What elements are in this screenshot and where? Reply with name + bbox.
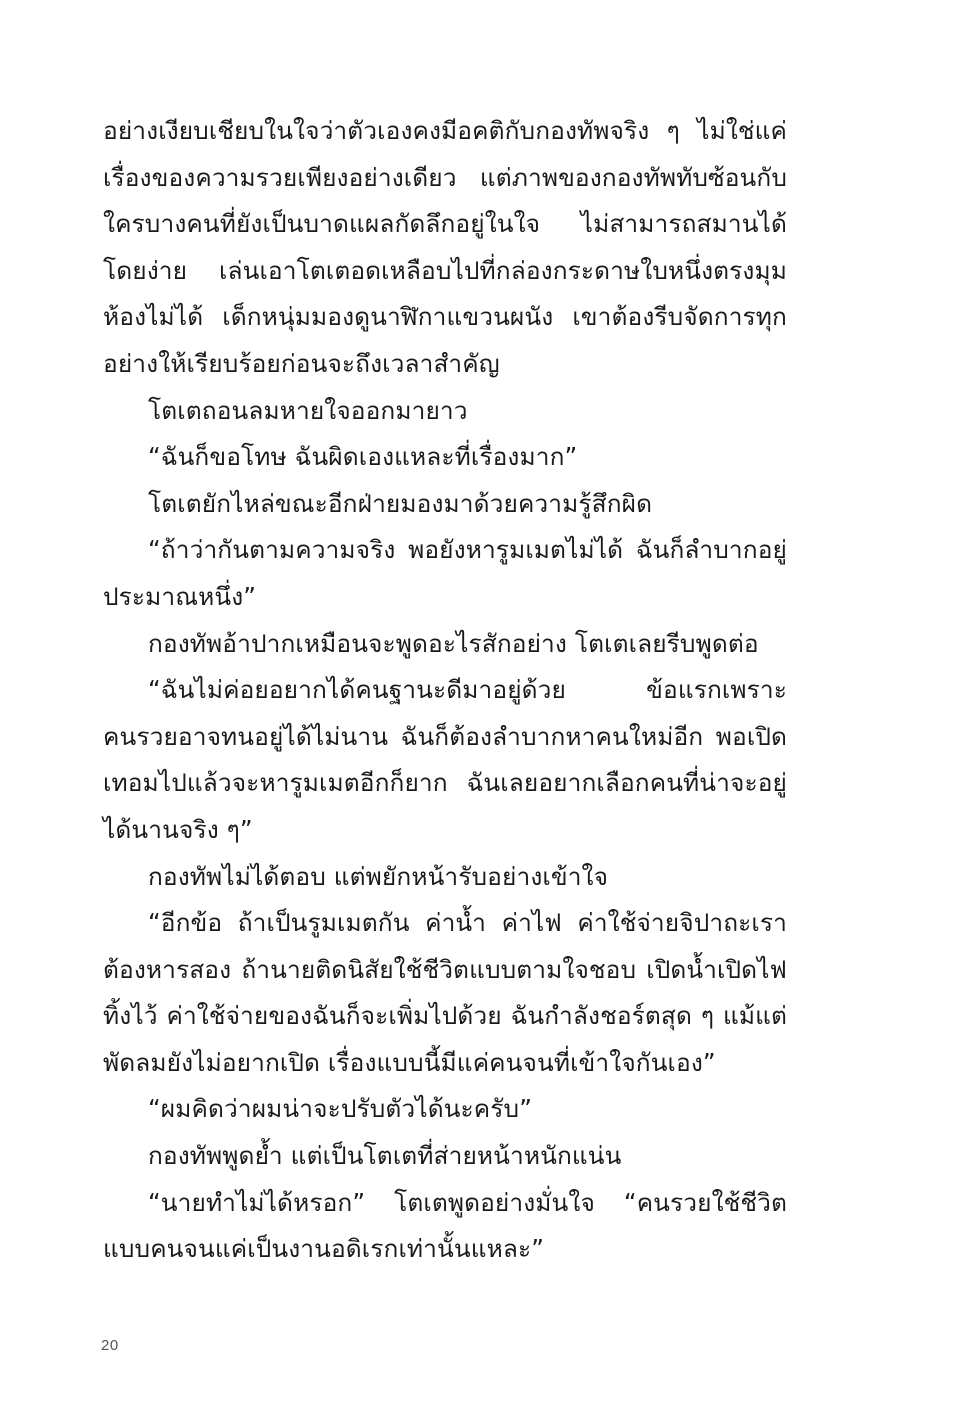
body-text	[103, 108, 787, 1273]
paragraph: “ผมคิดว่าผมน่าจะปรับตัวได้นะครับ”	[148, 1094, 533, 1124]
paragraph: “ฉันก็ขอโทษ ฉันผิดเองแหละที่เรื่องมาก”	[148, 442, 578, 472]
paragraph: “นายทำไม่ได้หรอก” โตเตพูดอย่างมั่นใจ “คนรวยใช้ชีวิตแบบคนจนแค่เป็นงานอดิเรกเท่านั้นแหละ”	[103, 1187, 787, 1264]
paragraph: กองทัพอ้าปากเหมือนจะพูดอะไรสักอย่าง โตเตเลยรีบพูดต่อ	[148, 628, 759, 658]
paragraph: “ถ้าว่ากันตามความจริง พอยังหารูมเมตไม่ได้ ฉันก็ลำบากอยู่ประมาณหนึ่ง”	[103, 535, 787, 611]
paragraph: “อีกข้อ ถ้าเป็นรูมเมตกัน ค่าน้ำ ค่าไฟ ค่าใช้จ่ายจิปาถะเราต้องหารสอง ถ้านายติดนิสัยใช้ชีวิตแบบตามใจชอบ เปิดน้ำเปิดไฟทิ้งไว้ ค่าใช้จ่ายของฉันก็จะเพิ่มไปด้วย ฉันกำลังชอร์ตสุด ๆ แม้แต่พัดลมยังไม่อยากเปิด เรื่องแบบนี้มีแค่คนจนที่เข้าใจกันเอง”	[103, 908, 787, 1077]
paragraph: โตเตยักไหล่ขณะอีกฝ่ายมองมาด้วยความรู้สึกผิด	[148, 488, 653, 518]
paragraph: โตเตถอนลมหายใจออกมายาว	[148, 395, 468, 425]
paragraph: “ฉันไม่ค่อยอยากได้คนฐานะดีมาอยู่ด้วย ข้อแรกเพราะคนรวยอาจทนอยู่ได้ไม่นาน ฉันก็ต้องลำบากหาคนใหม่อีก พอเปิดเทอมไปแล้วจะหารูมเมตอีกก็ยาก ฉันเลยอยากเลือกคนที่น่าจะอยู่ได้นานจริง ๆ”	[103, 675, 787, 844]
page-number: 20	[101, 1337, 119, 1354]
paragraph: กองทัพพูดย้ำ แต่เป็นโตเตที่ส่ายหน้าหนักแน่น	[148, 1141, 622, 1171]
paragraph: อย่างเงียบเชียบในใจว่าตัวเองคงมีอคติกับกองทัพจริง ๆ ไม่ใช่แค่เรื่องของความรวยเพียงอย่างเดียว แต่ภาพของกองทัพทับซ้อนกับใครบางคนที่ยังเป็นบาดแผลกัดลึกอยู่ในใจ ไม่สามารถสมานได้โดยง่าย เล่นเอาโตเตอดเหลือบไปที่กล่องกระดาษใบหนึ่งตรงมุมห้องไม่ได้ เด็กหนุ่มมองดูนาฬิกาแขวนผนัง เขาต้องรีบจัดการทุกอย่างให้เรียบร้อยก่อนจะถึงเวลาสำคัญ	[103, 116, 787, 378]
paragraph: กองทัพไม่ได้ตอบ แต่พยักหน้ารับอย่างเข้าใจ	[148, 861, 609, 891]
